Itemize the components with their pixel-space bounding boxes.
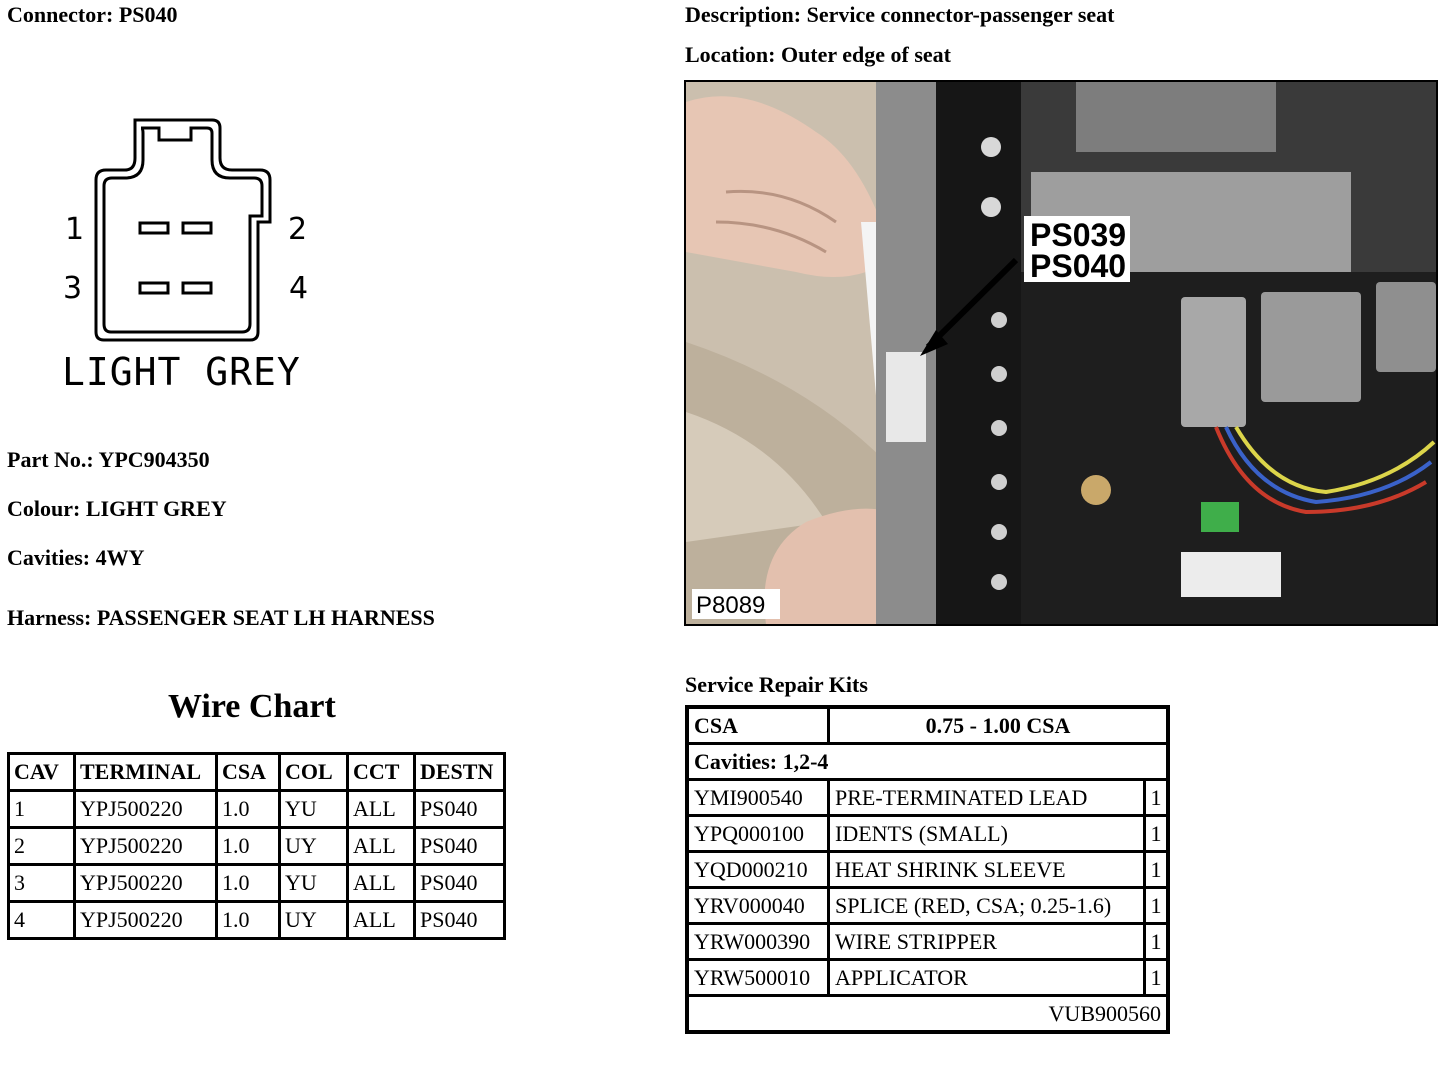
table-row — [687, 780, 1168, 816]
description-line — [685, 2, 1115, 28]
harness-line — [7, 605, 435, 631]
kit-quantity: 1 — [1145, 888, 1169, 924]
cell-cav: 3 — [9, 865, 75, 902]
kit-quantity: 1 — [1145, 780, 1169, 816]
csa-row — [687, 707, 1168, 744]
table-row — [9, 828, 505, 865]
photo-id: P8089 — [696, 592, 766, 619]
harness-value: PASSENGER SEAT LH HARNESS — [96, 605, 435, 630]
pin-number-3: 3 — [63, 271, 83, 306]
table-row — [687, 960, 1168, 996]
kit-quantity: 1 — [1145, 816, 1169, 852]
cavities-value: 4WY — [95, 545, 145, 570]
kit-description: SPLICE (RED, CSA; 0.25-1.6) — [829, 888, 1145, 924]
colour-value: LIGHT GREY — [85, 496, 227, 521]
callout-ps040: PS040 — [1030, 248, 1127, 284]
kit-cavities: Cavities: 1,2-4 — [687, 744, 1168, 780]
description-label: Description: — [685, 2, 802, 27]
connector-colour-label: LIGHT GREY — [62, 350, 301, 394]
table-row — [9, 791, 505, 828]
cell-cav: 4 — [9, 902, 75, 939]
header-cav: CAV — [9, 754, 75, 791]
connector-heading — [7, 2, 178, 28]
part-number-value: YPC904350 — [98, 447, 210, 472]
cell-col: UY — [280, 828, 348, 865]
callout-ps039: PS039 — [1030, 217, 1127, 253]
header-csa: CSA — [217, 754, 280, 791]
wire-chart-header-row — [9, 754, 505, 791]
kit-part-number: YMI900540 — [687, 780, 829, 816]
table-row — [687, 888, 1168, 924]
kit-part-number: YQD000210 — [687, 852, 829, 888]
description-value: Service connector-passenger seat — [806, 2, 1115, 27]
part-number-line — [7, 447, 210, 473]
table-row — [687, 852, 1168, 888]
location-label: Location: — [685, 42, 776, 67]
cell-terminal: YPJ500220 — [75, 791, 217, 828]
cell-cct: ALL — [348, 828, 415, 865]
cell-csa: 1.0 — [217, 791, 280, 828]
kit-description: HEAT SHRINK SLEEVE — [829, 852, 1145, 888]
header-col: COL — [280, 754, 348, 791]
location-line — [685, 42, 951, 68]
cell-cct: ALL — [348, 791, 415, 828]
cell-csa: 1.0 — [217, 865, 280, 902]
connector-label: Connector: — [7, 2, 114, 27]
kit-description: IDENTS (SMALL) — [829, 816, 1145, 852]
cell-col: YU — [280, 865, 348, 902]
csa-label: CSA — [687, 707, 829, 744]
connector-location-photo — [684, 80, 1438, 626]
pin-number-2: 2 — [288, 212, 308, 247]
kit-quantity: 1 — [1145, 852, 1169, 888]
cell-csa: 1.0 — [217, 828, 280, 865]
kit-description: WIRE STRIPPER — [829, 924, 1145, 960]
harness-label: Harness: — [7, 605, 92, 630]
cell-col: UY — [280, 902, 348, 939]
csa-value: 0.75 - 1.00 CSA — [829, 707, 1169, 744]
cell-csa: 1.0 — [217, 902, 280, 939]
table-row — [9, 865, 505, 902]
wire-chart-title: Wire Chart — [168, 688, 336, 725]
cell-col: YU — [280, 791, 348, 828]
cell-cav: 2 — [9, 828, 75, 865]
cell-cct: ALL — [348, 865, 415, 902]
colour-line — [7, 496, 227, 522]
table-row — [687, 816, 1168, 852]
kit-description: PRE-TERMINATED LEAD — [829, 780, 1145, 816]
kit-reference-row — [687, 996, 1168, 1033]
table-row — [687, 924, 1168, 960]
cell-destn: PS040 — [415, 791, 505, 828]
header-cct: CCT — [348, 754, 415, 791]
header-destn: DESTN — [415, 754, 505, 791]
kit-part-number: YPQ000100 — [687, 816, 829, 852]
cavities-row — [687, 744, 1168, 780]
cell-terminal: YPJ500220 — [75, 902, 217, 939]
repair-kits-table — [685, 705, 1170, 1034]
cavities-label: Cavities: — [7, 545, 91, 570]
pin-number-4: 4 — [289, 271, 309, 306]
cell-destn: PS040 — [415, 865, 505, 902]
cell-terminal: YPJ500220 — [75, 865, 217, 902]
table-row — [9, 902, 505, 939]
part-number-label: Part No.: — [7, 447, 94, 472]
kit-description: APPLICATOR — [829, 960, 1145, 996]
location-value: Outer edge of seat — [780, 42, 952, 67]
kit-quantity: 1 — [1145, 924, 1169, 960]
colour-label: Colour: — [7, 496, 81, 521]
cell-destn: PS040 — [415, 828, 505, 865]
repair-kits-title: Service Repair Kits — [685, 672, 868, 697]
kit-part-number: YRV000040 — [687, 888, 829, 924]
cavities-line — [7, 545, 144, 571]
kit-part-number: YRW500010 — [687, 960, 829, 996]
cell-cav: 1 — [9, 791, 75, 828]
pin-number-1: 1 — [65, 212, 85, 247]
kit-quantity: 1 — [1145, 960, 1169, 996]
cell-cct: ALL — [348, 902, 415, 939]
wire-chart-table — [7, 752, 506, 940]
header-terminal: TERMINAL — [75, 754, 217, 791]
kit-part-number: YRW000390 — [687, 924, 829, 960]
connector-value: PS040 — [118, 2, 178, 27]
kit-reference: VUB900560 — [687, 996, 1168, 1033]
cell-terminal: YPJ500220 — [75, 828, 217, 865]
cell-destn: PS040 — [415, 902, 505, 939]
